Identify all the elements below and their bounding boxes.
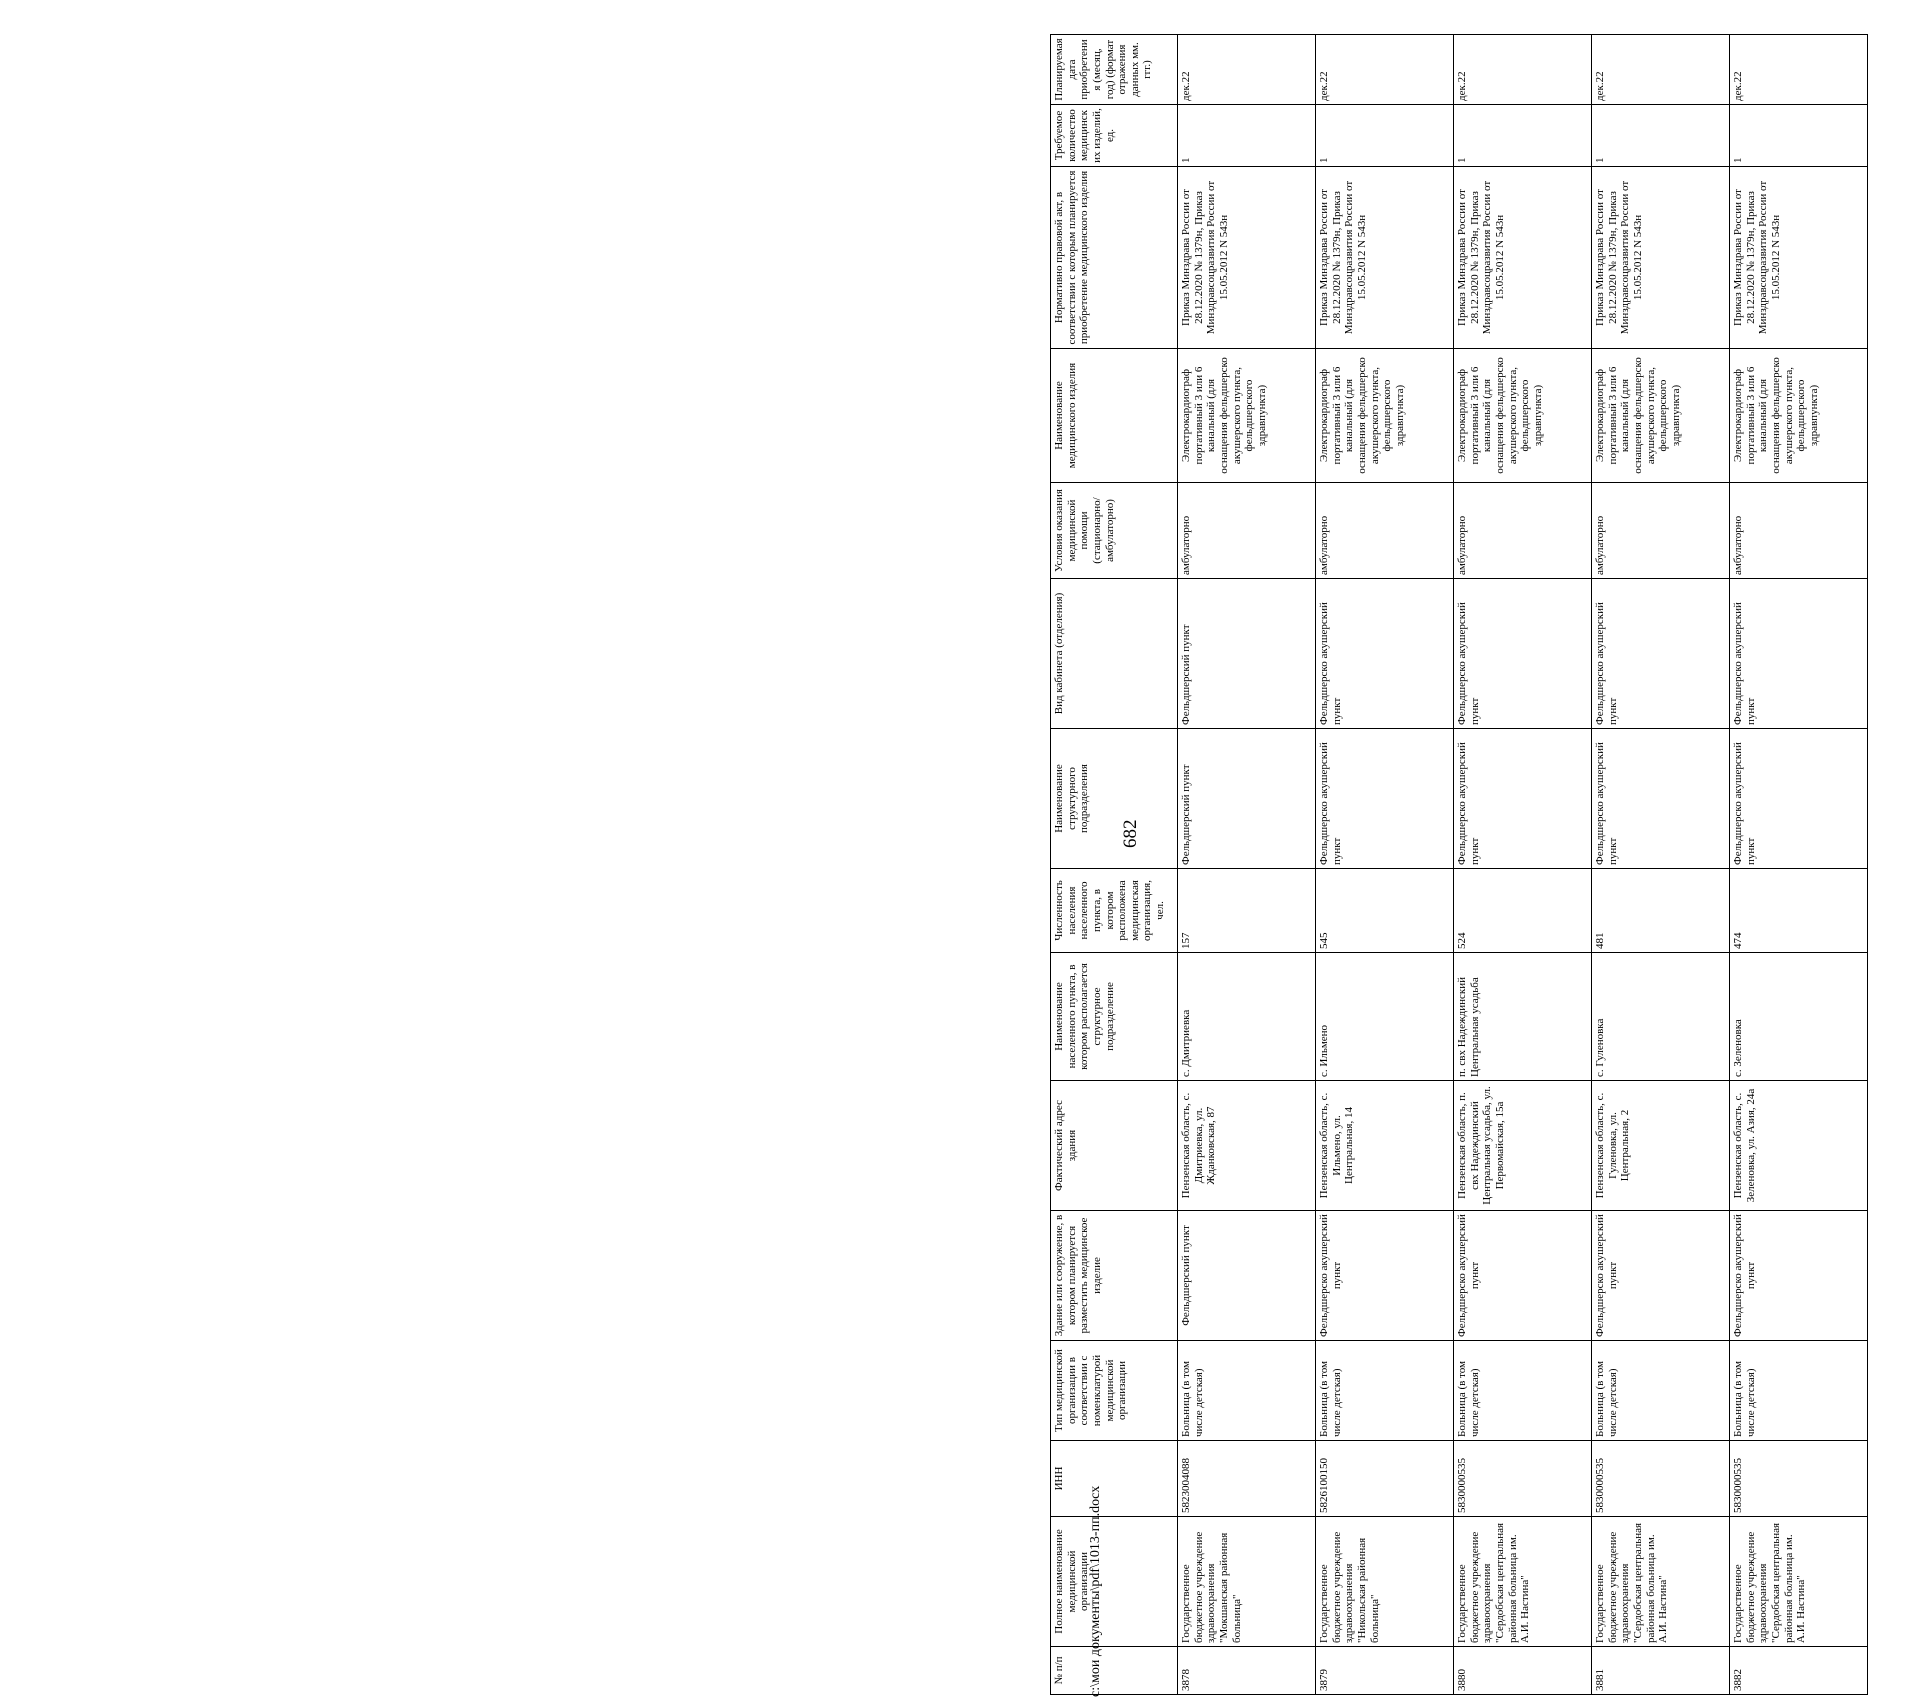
care-conditions-cell: амбулаторно xyxy=(1592,483,1730,579)
header-cell: Вид кабинета (отделения) xyxy=(1051,579,1178,729)
org-type-cell: Больница (в том числе детская) xyxy=(1454,1341,1592,1441)
inn-cell: 5830000535 xyxy=(1592,1441,1730,1517)
purchase-date-cell: дек.22 xyxy=(1730,35,1868,105)
table-row xyxy=(1730,35,1868,1695)
header-cell: Фактический адрес здания xyxy=(1051,1081,1178,1211)
header-cell: № п/п xyxy=(1051,1647,1178,1695)
header-cell: Наименование населенного пункта, в котором располагается структурное подразделение xyxy=(1051,953,1178,1081)
organization-name-cell: Государственное бюджетное учреждение здравоохранения "Мокшанская районная больница" xyxy=(1178,1517,1316,1647)
quantity-cell: 1 xyxy=(1178,105,1316,167)
structural-unit-cell: Фельдшерско акушерский пункт xyxy=(1730,729,1868,869)
file-path-footer: c:\мои документы\pdf\1013-пп.docx xyxy=(1088,1485,1103,1697)
legal-act-cell: Приказ Минздрава России от 28.12.2020 № 1379н, Приказ Минздравсоцразвития России от 15.05.2012 N 543н xyxy=(1178,167,1316,349)
address-cell: Пензенская область, с. Дмитриевка, ул. Жданковская, 87 xyxy=(1178,1081,1316,1211)
settlement-cell: с. Ильмено xyxy=(1316,953,1454,1081)
quantity-cell: 1 xyxy=(1592,105,1730,167)
header-cell: Условия оказания медицинской помощи (стационарно/ амбулаторно) xyxy=(1051,483,1178,579)
building-cell: Фельдшерский пункт xyxy=(1178,1211,1316,1341)
address-cell: Пензенская область, с. Ильмено, ул. Центральная, 14 xyxy=(1316,1081,1454,1211)
org-type-cell: Больница (в том числе детская) xyxy=(1730,1341,1868,1441)
header-cell: Планируемая дата приобретения (месяц, год) (формат отражения данных мм. ггг.) xyxy=(1051,35,1178,105)
table-row xyxy=(1178,35,1316,1695)
header-cell: Тип медицинской организации в соответствии с номенклатурой медицинской организации xyxy=(1051,1341,1178,1441)
header-cell: Наименование структурного подразделения xyxy=(1051,729,1178,869)
header-cell: Численность населения населенного пункта, в котором расположена медицинская организация, чел. xyxy=(1051,869,1178,953)
purchase-date-cell: дек.22 xyxy=(1178,35,1316,105)
device-name-cell: Электрокардиограф портативный 3 или 6 канальный (для оснащения фельдшерско акушерского пункта, фельдшерского здравпункта) xyxy=(1592,349,1730,483)
org-type-cell: Больница (в том числе детская) xyxy=(1316,1341,1454,1441)
address-cell: Пензенская область, с. Зеленовка, ул. Азия, 24а xyxy=(1730,1081,1868,1211)
cabinet-type-cell: Фельдшерско акушерский пункт xyxy=(1454,579,1592,729)
building-cell: Фельдшерско акушерский пункт xyxy=(1316,1211,1454,1341)
purchase-date-cell: дек.22 xyxy=(1454,35,1592,105)
purchase-date-cell: дек.22 xyxy=(1316,35,1454,105)
cabinet-type-cell: Фельдшерско акушерский пункт xyxy=(1592,579,1730,729)
building-cell: Фельдшерско акушерский пункт xyxy=(1592,1211,1730,1341)
building-cell: Фельдшерско акушерский пункт xyxy=(1454,1211,1592,1341)
purchase-date-cell: дек.22 xyxy=(1592,35,1730,105)
building-cell: Фельдшерско акушерский пункт xyxy=(1730,1211,1868,1341)
equipment-table xyxy=(1050,34,1868,1695)
inn-cell: 5830000535 xyxy=(1730,1441,1868,1517)
row-number-cell: 3880 xyxy=(1454,1647,1592,1695)
row-number-cell: 3881 xyxy=(1592,1647,1730,1695)
address-cell: Пензенская область, п. свх Надеждинский Центральная усадьба, ул. Первомайская, 15а xyxy=(1454,1081,1592,1211)
organization-name-cell: Государственное бюджетное учреждение здравоохранения "Сердобская центральная районная больница им. А.И. Настина" xyxy=(1454,1517,1592,1647)
legal-act-cell: Приказ Минздрава России от 28.12.2020 № 1379н, Приказ Минздравсоцразвития России от 15.05.2012 N 543н xyxy=(1454,167,1592,349)
legal-act-cell: Приказ Минздрава России от 28.12.2020 № 1379н, Приказ Минздравсоцразвития России от 15.05.2012 N 543н xyxy=(1730,167,1868,349)
device-name-cell: Электрокардиограф портативный 3 или 6 канальный (для оснащения фельдшерско акушерского пункта, фельдшерского здравпункта) xyxy=(1730,349,1868,483)
legal-act-cell: Приказ Минздрава России от 28.12.2020 № 1379н, Приказ Минздравсоцразвития России от 15.05.2012 N 543н xyxy=(1316,167,1454,349)
structural-unit-cell: Фельдшерско акушерский пункт xyxy=(1454,729,1592,869)
settlement-cell: с. Гуленовка xyxy=(1592,953,1730,1081)
org-type-cell: Больница (в том числе детская) xyxy=(1178,1341,1316,1441)
care-conditions-cell: амбулаторно xyxy=(1454,483,1592,579)
population-cell: 545 xyxy=(1316,869,1454,953)
table-row xyxy=(1316,35,1454,1695)
settlement-cell: с. Дмитриевка xyxy=(1178,953,1316,1081)
population-cell: 157 xyxy=(1178,869,1316,953)
row-number-cell: 3878 xyxy=(1178,1647,1316,1695)
structural-unit-cell: Фельдшерско акушерский пункт xyxy=(1592,729,1730,869)
cabinet-type-cell: Фельдшерский пункт xyxy=(1178,579,1316,729)
table-header-row xyxy=(1051,35,1178,1695)
organization-name-cell: Государственное бюджетное учреждение здравоохранения "Сердобская центральная районная больница им. А.И. Настина" xyxy=(1592,1517,1730,1647)
table-row xyxy=(1454,35,1592,1695)
organization-name-cell: Государственное бюджетное учреждение здравоохранения "Никольская районная больница" xyxy=(1316,1517,1454,1647)
inn-cell: 5823004088 xyxy=(1178,1441,1316,1517)
cabinet-type-cell: Фельдшерско акушерский пункт xyxy=(1730,579,1868,729)
organization-name-cell: Государственное бюджетное учреждение здравоохранения "Сердобская центральная районная больница им. А.И. Настина" xyxy=(1730,1517,1868,1647)
header-cell: ИНН xyxy=(1051,1441,1178,1517)
structural-unit-cell: Фельдшерско акушерский пункт xyxy=(1316,729,1454,869)
settlement-cell: п. свх Надеждинский Центральная усадьба xyxy=(1454,953,1592,1081)
population-cell: 481 xyxy=(1592,869,1730,953)
structural-unit-cell: Фельдшерский пункт xyxy=(1178,729,1316,869)
care-conditions-cell: амбулаторно xyxy=(1316,483,1454,579)
inn-cell: 5830000535 xyxy=(1454,1441,1592,1517)
cabinet-type-cell: Фельдшерско акушерский пункт xyxy=(1316,579,1454,729)
address-cell: Пензенская область, с. Гуленовка, ул. Центральная, 2 xyxy=(1592,1081,1730,1211)
quantity-cell: 1 xyxy=(1730,105,1868,167)
settlement-cell: с. Зеленовка xyxy=(1730,953,1868,1081)
device-name-cell: Электрокардиограф портативный 3 или 6 канальный (для оснащения фельдшерско акушерского пункта, фельдшерского здравпункта) xyxy=(1454,349,1592,483)
rotated-table-container xyxy=(1050,35,1927,1695)
header-cell: Полное наименование медицинской организации xyxy=(1051,1517,1178,1647)
header-cell: Наименование медицинского изделия xyxy=(1051,349,1178,483)
header-cell: Здание или сооружение, в котором планируется разместить медицинское изделие xyxy=(1051,1211,1178,1341)
page-number: 682 xyxy=(1120,819,1141,848)
table-row xyxy=(1592,35,1730,1695)
header-cell: Нормативно правовой акт, в соответствии с которым планируется приобретение медицинского изделия xyxy=(1051,167,1178,349)
quantity-cell: 1 xyxy=(1316,105,1454,167)
row-number-cell: 3879 xyxy=(1316,1647,1454,1695)
inn-cell: 5826100150 xyxy=(1316,1441,1454,1517)
population-cell: 474 xyxy=(1730,869,1868,953)
device-name-cell: Электрокардиограф портативный 3 или 6 канальный (для оснащения фельдшерско акушерского пункта, фельдшерского здравпункта) xyxy=(1316,349,1454,483)
device-name-cell: Электрокардиограф портативный 3 или 6 канальный (для оснащения фельдшерско акушерского пункта, фельдшерского здравпункта) xyxy=(1178,349,1316,483)
care-conditions-cell: амбулаторно xyxy=(1730,483,1868,579)
population-cell: 524 xyxy=(1454,869,1592,953)
legal-act-cell: Приказ Минздрава России от 28.12.2020 № 1379н, Приказ Минздравсоцразвития России от 15.05.2012 N 543н xyxy=(1592,167,1730,349)
header-cell: Требуемое количество медицинских изделий, ед. xyxy=(1051,105,1178,167)
org-type-cell: Больница (в том числе детская) xyxy=(1592,1341,1730,1441)
quantity-cell: 1 xyxy=(1454,105,1592,167)
row-number-cell: 3882 xyxy=(1730,1647,1868,1695)
care-conditions-cell: амбулаторно xyxy=(1178,483,1316,579)
